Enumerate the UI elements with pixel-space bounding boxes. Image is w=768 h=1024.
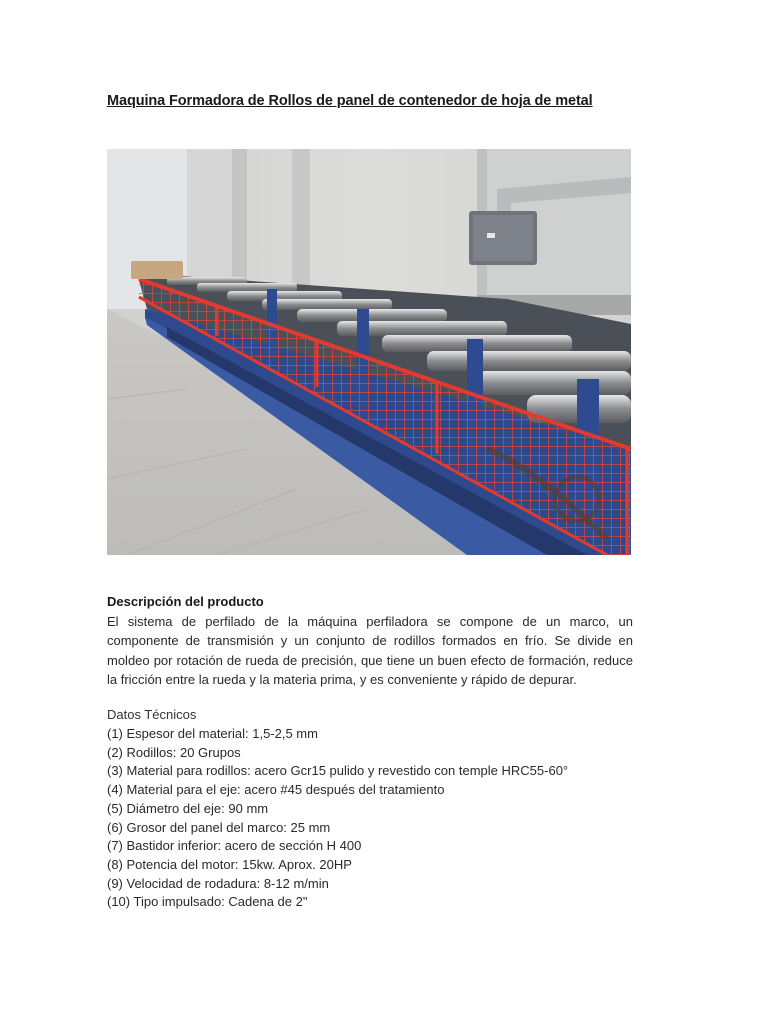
spec-item: (9) Velocidad de rodadura: 8-12 m/min	[107, 875, 329, 891]
spec-item: (4) Material para el eje: acero #45 después del tratamiento	[107, 782, 445, 798]
spec-item: (2) Rodillos: 20 Grupos	[107, 744, 241, 760]
description-body: El sistema de perfilado de la máquina perfiladora se compone de un marco, un componente de transmisión y un conjunto de rodillos formados en frío. Se divide en moldeo por rotación de rueda de precisión, que tiene un buen efecto de formación, reduce la fricción entre la rueda y la materia prima, y es conveniente y rápido de depurar.	[107, 614, 633, 687]
description-heading: Descripción del producto	[107, 594, 264, 609]
document-title: Maquina Formadora de Rollos de panel de contenedor de hoja de metal	[107, 93, 593, 109]
specs-heading: Datos Técnicos	[107, 707, 197, 722]
specs-list	[107, 725, 568, 912]
spec-item: (8) Potencia del motor: 15kw. Aprox. 20HP	[107, 856, 352, 872]
spec-item: (3) Material para rodillos: acero Gcr15 pulido y revestido con temple HRC55-60°	[107, 763, 569, 779]
spec-item: (6) Grosor del panel del marco: 25 mm	[107, 819, 331, 835]
roll-forming-machine-photo	[107, 149, 631, 555]
spec-item: (5) Diámetro del eje: 90 mm	[107, 800, 269, 816]
spec-item: (1) Espesor del material: 1,5-2,5 mm	[107, 726, 318, 741]
spec-item: (7) Bastidor inferior: acero de sección H 400	[107, 838, 362, 854]
spec-item: (10) Tipo impulsado: Cadena de 2"	[107, 894, 308, 910]
